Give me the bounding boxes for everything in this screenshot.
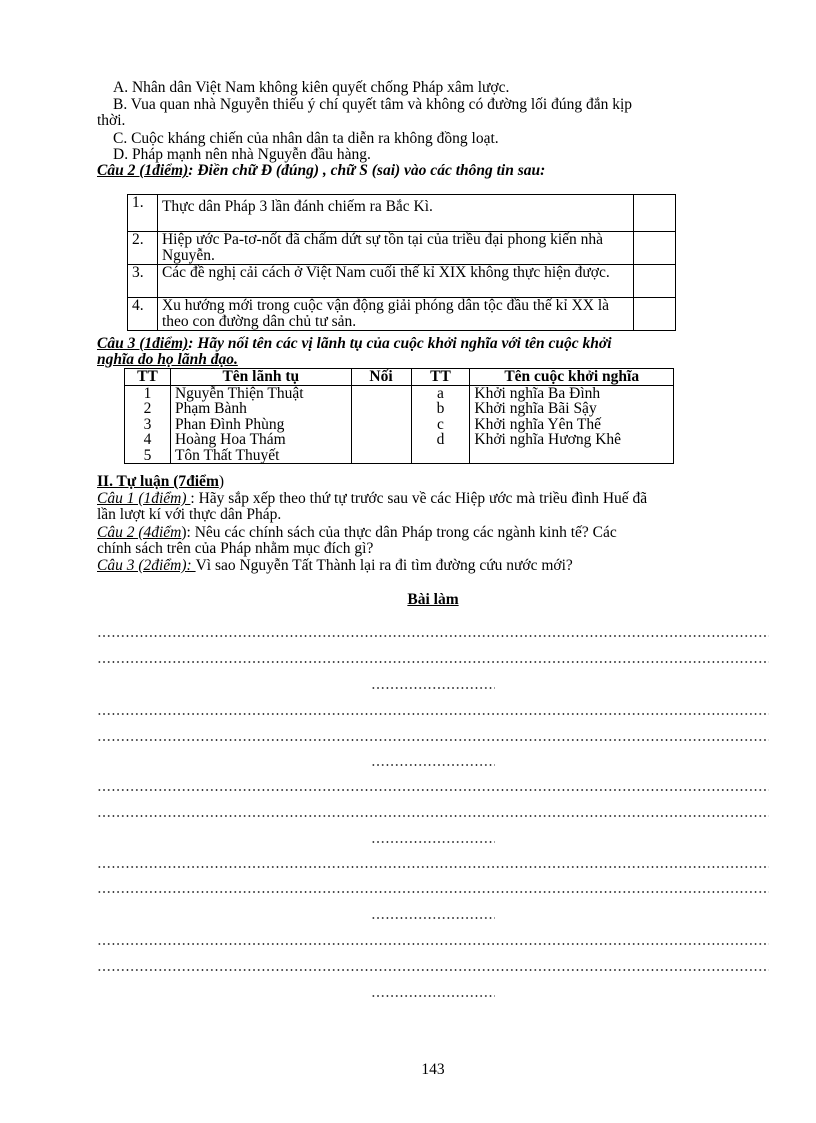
question-3-label: Câu 3 (1điểm) xyxy=(97,335,189,352)
essay-2-text: ): Nêu các chính sách của thực dân Pháp trong các ngành kinh tế? Các xyxy=(181,524,617,541)
uprising-letter: a xyxy=(411,385,470,401)
leader-name: Tôn Thất Thuyết xyxy=(170,448,351,464)
answer-line[interactable] xyxy=(97,866,769,868)
leader-name: Hoàng Hoa Thám xyxy=(170,432,351,448)
tf-num: 1. xyxy=(128,195,158,232)
answer-line[interactable] xyxy=(97,789,769,791)
option-b: B. Vua quan nhà Nguyễn thiếu ý chí quyết tâm và không có đường lối đúng đắn kịp xyxy=(113,96,633,113)
uprising-letter xyxy=(411,448,470,464)
uprising-name xyxy=(470,448,674,464)
uprising-letter: c xyxy=(411,417,470,433)
uprising-name: Khởi nghĩa Yên Thế xyxy=(470,417,674,433)
answer-line[interactable] xyxy=(97,739,769,741)
uprising-name: Khởi nghĩa Hương Khê xyxy=(470,432,674,448)
uprising-name: Khởi nghĩa Ba Đình xyxy=(470,385,674,401)
option-c: C. Cuộc kháng chiến của nhân dân ta diễn ra không đồng loạt. xyxy=(113,130,499,147)
leader-num: 5 xyxy=(125,448,171,464)
answer-line[interactable] xyxy=(97,943,769,945)
essay-1 xyxy=(97,491,647,507)
part-2-title: II. Tự luận (7điểm xyxy=(97,473,219,490)
table-row xyxy=(125,385,674,401)
table-header-row xyxy=(125,369,674,386)
essay-1-text: : Hãy sắp xếp theo thứ tự trước sau về các Hiệp ước mà triều đình Huế đã xyxy=(190,490,648,507)
answer-line[interactable] xyxy=(97,713,769,715)
answer-line-short[interactable] xyxy=(371,841,495,843)
table-row xyxy=(125,417,674,433)
page-number: 143 xyxy=(421,1061,445,1078)
essay-3-label: Câu 3 (2điểm): xyxy=(97,557,196,574)
essay-1-label: Câu 1 (1điểm) xyxy=(97,490,191,507)
answer-line-short[interactable] xyxy=(371,995,495,997)
uprising-name: Khởi nghĩa Bãi Sậy xyxy=(470,401,674,417)
leader-name: Nguyễn Thiện Thuật xyxy=(170,385,351,401)
uprising-letter: b xyxy=(411,401,470,417)
true-false-table xyxy=(127,194,676,331)
tf-answer-cell[interactable] xyxy=(634,298,676,331)
leader-num: 1 xyxy=(125,385,171,401)
tf-answer-cell[interactable] xyxy=(634,265,676,298)
col-connect: Nối xyxy=(351,369,411,386)
essay-3-text: Vì sao Nguyễn Tất Thành lại ra đi tìm đường cứu nước mới? xyxy=(195,557,573,574)
essay-2-cont: chính sách trên của Pháp nhằm mục đích gì? xyxy=(97,540,374,557)
question-2 xyxy=(97,163,545,179)
essay-3 xyxy=(97,558,573,574)
answer-line-short[interactable] xyxy=(371,764,495,766)
col-leader: Tên lãnh tụ xyxy=(170,369,351,386)
answer-title: Bài làm xyxy=(407,591,459,608)
col-tt2: TT xyxy=(411,369,470,386)
essay-2-label: Câu 2 (4điểm xyxy=(97,524,182,541)
tf-answer-cell[interactable] xyxy=(634,232,676,265)
answer-line[interactable] xyxy=(97,661,769,663)
question-3-text: : Hãy nối tên các vị lãnh tụ của cuộc khởi nghĩa với tên cuộc khởi xyxy=(188,335,612,352)
option-d: D. Pháp mạnh nên nhà Nguyễn đầu hàng. xyxy=(113,146,371,163)
connect-cell[interactable] xyxy=(351,432,411,448)
connect-cell[interactable] xyxy=(351,401,411,417)
question-2-text: : Điền chữ Đ (đúng) , chữ S (sai) vào các thông tin sau: xyxy=(188,162,546,179)
question-3-text-cont: nghĩa do họ lãnh đạo. xyxy=(97,351,238,368)
matching-table xyxy=(124,368,674,464)
leader-num: 2 xyxy=(125,401,171,417)
table-row xyxy=(128,232,676,265)
table-row xyxy=(128,265,676,298)
col-uprising: Tên cuộc khởi nghĩa xyxy=(470,369,674,386)
tf-num: 2. xyxy=(128,232,158,265)
answer-line[interactable] xyxy=(97,815,769,817)
tf-statement: Thực dân Pháp 3 lần đánh chiếm ra Bắc Kì. xyxy=(157,195,633,232)
answer-line[interactable] xyxy=(97,635,769,637)
table-row xyxy=(125,448,674,464)
essay-1-cont: lần lượt kí với thực dân Pháp. xyxy=(97,506,282,523)
answer-line[interactable] xyxy=(97,969,769,971)
essay-2 xyxy=(97,525,617,541)
tf-num: 4. xyxy=(128,298,158,331)
tf-num: 3. xyxy=(128,265,158,298)
leader-num: 4 xyxy=(125,432,171,448)
tf-statement: Các đề nghị cải cách ở Việt Nam cuối thế kỉ XIX không thực hiện được. xyxy=(157,265,633,298)
part-2-close: ) xyxy=(218,473,225,490)
tf-answer-cell[interactable] xyxy=(634,195,676,232)
table-row xyxy=(128,298,676,331)
connect-cell[interactable] xyxy=(351,448,411,464)
leader-name: Phan Đình Phùng xyxy=(170,417,351,433)
question-2-label: Câu 2 (1điểm) xyxy=(97,162,189,179)
question-3 xyxy=(97,336,612,352)
connect-cell[interactable] xyxy=(351,417,411,433)
table-row xyxy=(125,432,674,448)
option-a: A. Nhân dân Việt Nam không kiên quyết chống Pháp xâm lược. xyxy=(113,79,510,96)
leader-num: 3 xyxy=(125,417,171,433)
col-tt: TT xyxy=(125,369,171,386)
answer-line[interactable] xyxy=(97,891,769,893)
tf-statement: Xu hướng mới trong cuộc vận động giải phóng dân tộc đầu thế kỉ XX là theo con đường dân chủ tư sản. xyxy=(157,298,633,331)
uprising-letter: d xyxy=(411,432,470,448)
option-b-cont: thời. xyxy=(97,112,126,129)
leader-name: Phạm Bành xyxy=(170,401,351,417)
answer-line-short[interactable] xyxy=(371,917,495,919)
table-row xyxy=(125,401,674,417)
connect-cell[interactable] xyxy=(351,385,411,401)
answer-line-short[interactable] xyxy=(371,687,495,689)
part-2-heading xyxy=(97,474,224,490)
table-row xyxy=(128,195,676,232)
tf-statement: Hiệp ước Pa-tơ-nốt đã chấm dứt sự tồn tại của triều đại phong kiến nhà Nguyễn. xyxy=(157,232,633,265)
